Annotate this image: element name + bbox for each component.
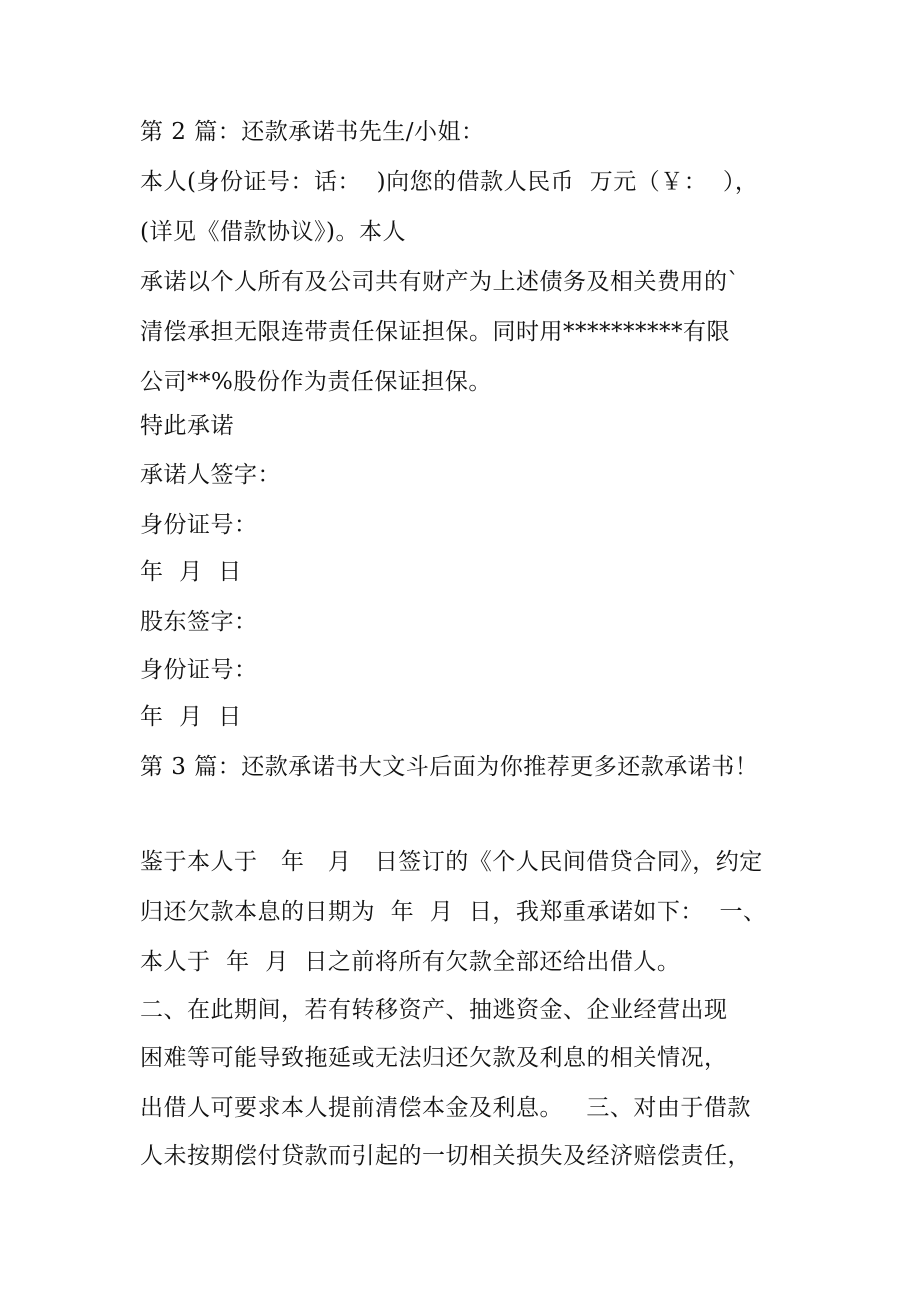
text-line: 鉴于本人于 年 月 日签订的《个人民间借贷合同》，约定: [140, 849, 763, 875]
text-line: 本人(身份证号：话： )向您的借款人民币 万元（￥： ），: [140, 169, 759, 195]
text-line: 承诺以个人所有及公司共有财产为上述债务及相关费用的`: [140, 269, 740, 295]
text-line: 公司**%股份作为责任保证担保。: [140, 369, 492, 395]
date-line: 年 月 日: [140, 559, 242, 585]
text-line-heading-2: 第 2 篇：还款承诺书先生/小姐：: [140, 119, 485, 145]
text-line: 出借人可要求本人提前清偿本金及利息。 三、对由于借款: [140, 1095, 751, 1121]
shareholder-signature-label: 股东签字：: [140, 609, 258, 635]
text-line: 归还欠款本息的日期为 年 月 日，我郑重承诺如下： 一、: [140, 899, 767, 925]
text-line-heading-3: 第 3 篇：还款承诺书大文斗后面为你推荐更多还款承诺书！: [140, 754, 759, 780]
text-line: 二、在此期间，若有转移资产、抽逃资金、企业经营出现: [140, 997, 728, 1023]
text-line: (详见《借款协议》)。本人: [140, 219, 406, 245]
date-line: 年 月 日: [140, 704, 242, 730]
text-line: 本人于 年 月 日之前将所有欠款全部还给出借人。: [140, 949, 681, 975]
id-number-label: 身份证号：: [140, 512, 258, 538]
signature-label: 承诺人签字：: [140, 462, 281, 488]
text-line: 清偿承担无限连带责任保证担保。同时用**********有限: [140, 319, 730, 345]
text-line: 特此承诺: [140, 413, 234, 439]
text-line: 人未按期偿付贷款而引起的一切相关损失及经济赔偿责任，: [140, 1143, 751, 1169]
text-line: 困难等可能导致拖延或无法归还欠款及利息的相关情况，: [140, 1045, 728, 1071]
id-number-label: 身份证号：: [140, 657, 258, 683]
